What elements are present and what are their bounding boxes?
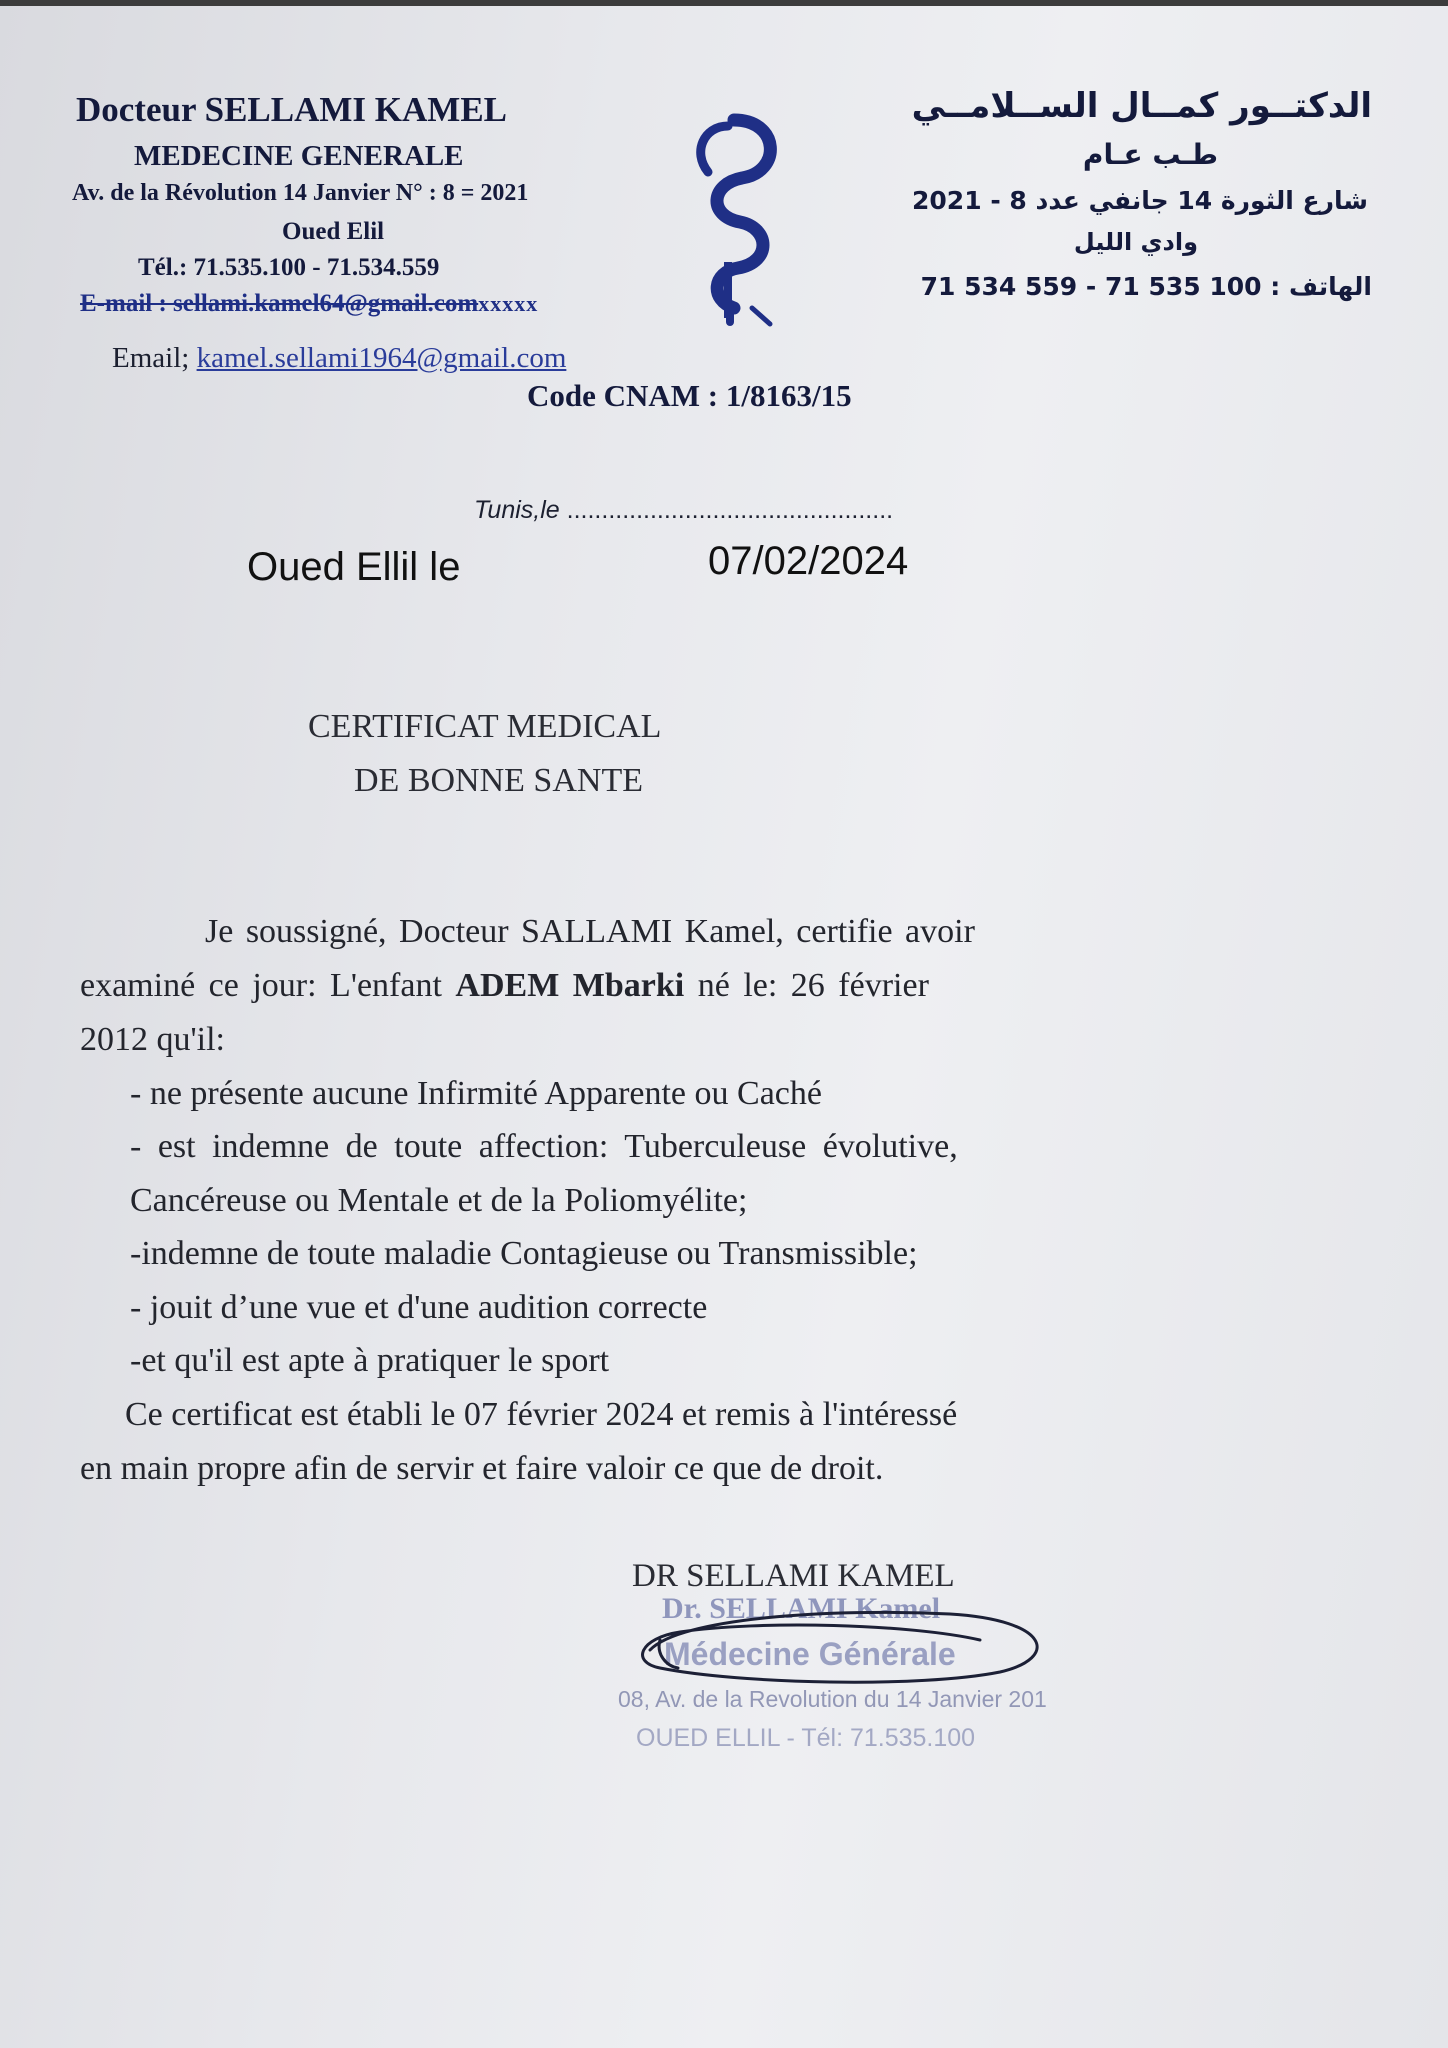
address-fr: Av. de la Révolution 14 Janvier N° : 8 = 2021 <box>72 180 529 206</box>
city-fr: Oued Elil <box>282 218 385 245</box>
email-line <box>112 342 566 375</box>
doctor-name-fr: Docteur SELLAMI KAMEL <box>76 90 508 129</box>
email-struck-x: xxxxx <box>478 291 539 316</box>
specialty-ar: طـب عـام <box>1082 138 1218 171</box>
title-line2: DE BONNE SANTE <box>354 762 643 799</box>
item-4: - jouit d’une vue et d'une audition correcte <box>130 1289 708 1326</box>
body-line-3: 2012 qu'il: <box>80 1021 225 1058</box>
item-2-line-1: - est indemne de toute affection: Tuberculeuse évolutive, <box>130 1128 958 1165</box>
signature-name: DR SELLAMI KAMEL <box>632 1558 955 1594</box>
specialty-fr: MEDECINE GENERALE <box>134 140 464 172</box>
item-3: -indemne de toute maladie Contagieuse ou Transmissible; <box>130 1235 918 1272</box>
caduceus-logo-icon <box>690 112 790 327</box>
body-line-2 <box>80 967 929 1005</box>
date-place: Oued Ellil le <box>247 545 461 589</box>
city-ar: وادي الليل <box>1073 228 1198 256</box>
body-line-1: Je soussigné, Docteur SALLAMI Kamel, certifie avoir <box>205 913 975 950</box>
date-printed-label: Tunis,le <box>474 496 560 524</box>
date-value: 07/02/2024 <box>708 539 909 583</box>
email-link[interactable]: kamel.sellami1964@gmail.com <box>196 342 567 374</box>
date-dots: ............................................... <box>566 496 894 524</box>
email-struck-line <box>80 290 538 318</box>
item-2-line-2: Cancéreuse ou Mentale et de la Poliomyélite; <box>130 1182 748 1219</box>
stamp-line-1: Dr. SELLAMI Kamel <box>662 1592 941 1625</box>
body-line-2-post: né le: 26 février <box>684 967 929 1004</box>
item-1: - ne présente aucune Infirmité Apparente ou Caché <box>130 1075 822 1112</box>
stamp-line-3: 08, Av. de la Revolution du 14 Janvier 201 <box>618 1686 1047 1712</box>
email-label: Email; <box>112 342 190 374</box>
cnam-code: Code CNAM : 1/8163/15 <box>527 378 852 413</box>
handwritten-signature-icon <box>620 1588 1080 1698</box>
phone-ar: الهاتف : 100 535 71 - 559 534 71 <box>920 272 1372 301</box>
item-5: -et qu'il est apte à pratiquer le sport <box>130 1342 610 1379</box>
stamp-line-2: Médecine Générale <box>664 1636 956 1672</box>
closing-line-2: en main propre afin de servir et faire valoir ce que de droit. <box>80 1450 884 1487</box>
address-ar: شارع الثورة 14 جانفي عدد 8 - 2021 <box>912 186 1368 215</box>
date-printed-line <box>474 496 893 525</box>
phone-fr: Tél.: 71.535.100 - 71.534.559 <box>138 254 440 281</box>
page-top-edge <box>0 0 1448 6</box>
stamp-line-4: OUED ELLIL - Tél: 71.535.100 <box>636 1724 976 1752</box>
doctor-name-ar: الدكتــور كمــال الســلامــي <box>911 86 1372 126</box>
title-line1: CERTIFICAT MEDICAL <box>308 708 662 745</box>
child-name: ADEM Mbarki <box>455 967 685 1004</box>
closing-line-1: Ce certificat est établi le 07 février 2024 et remis à l'intéressé <box>125 1396 958 1433</box>
body-line-2-pre: examiné ce jour: L'enfant <box>80 967 456 1004</box>
email-struck: E-mail : sellami.kamel64@gmail.com <box>80 290 479 317</box>
